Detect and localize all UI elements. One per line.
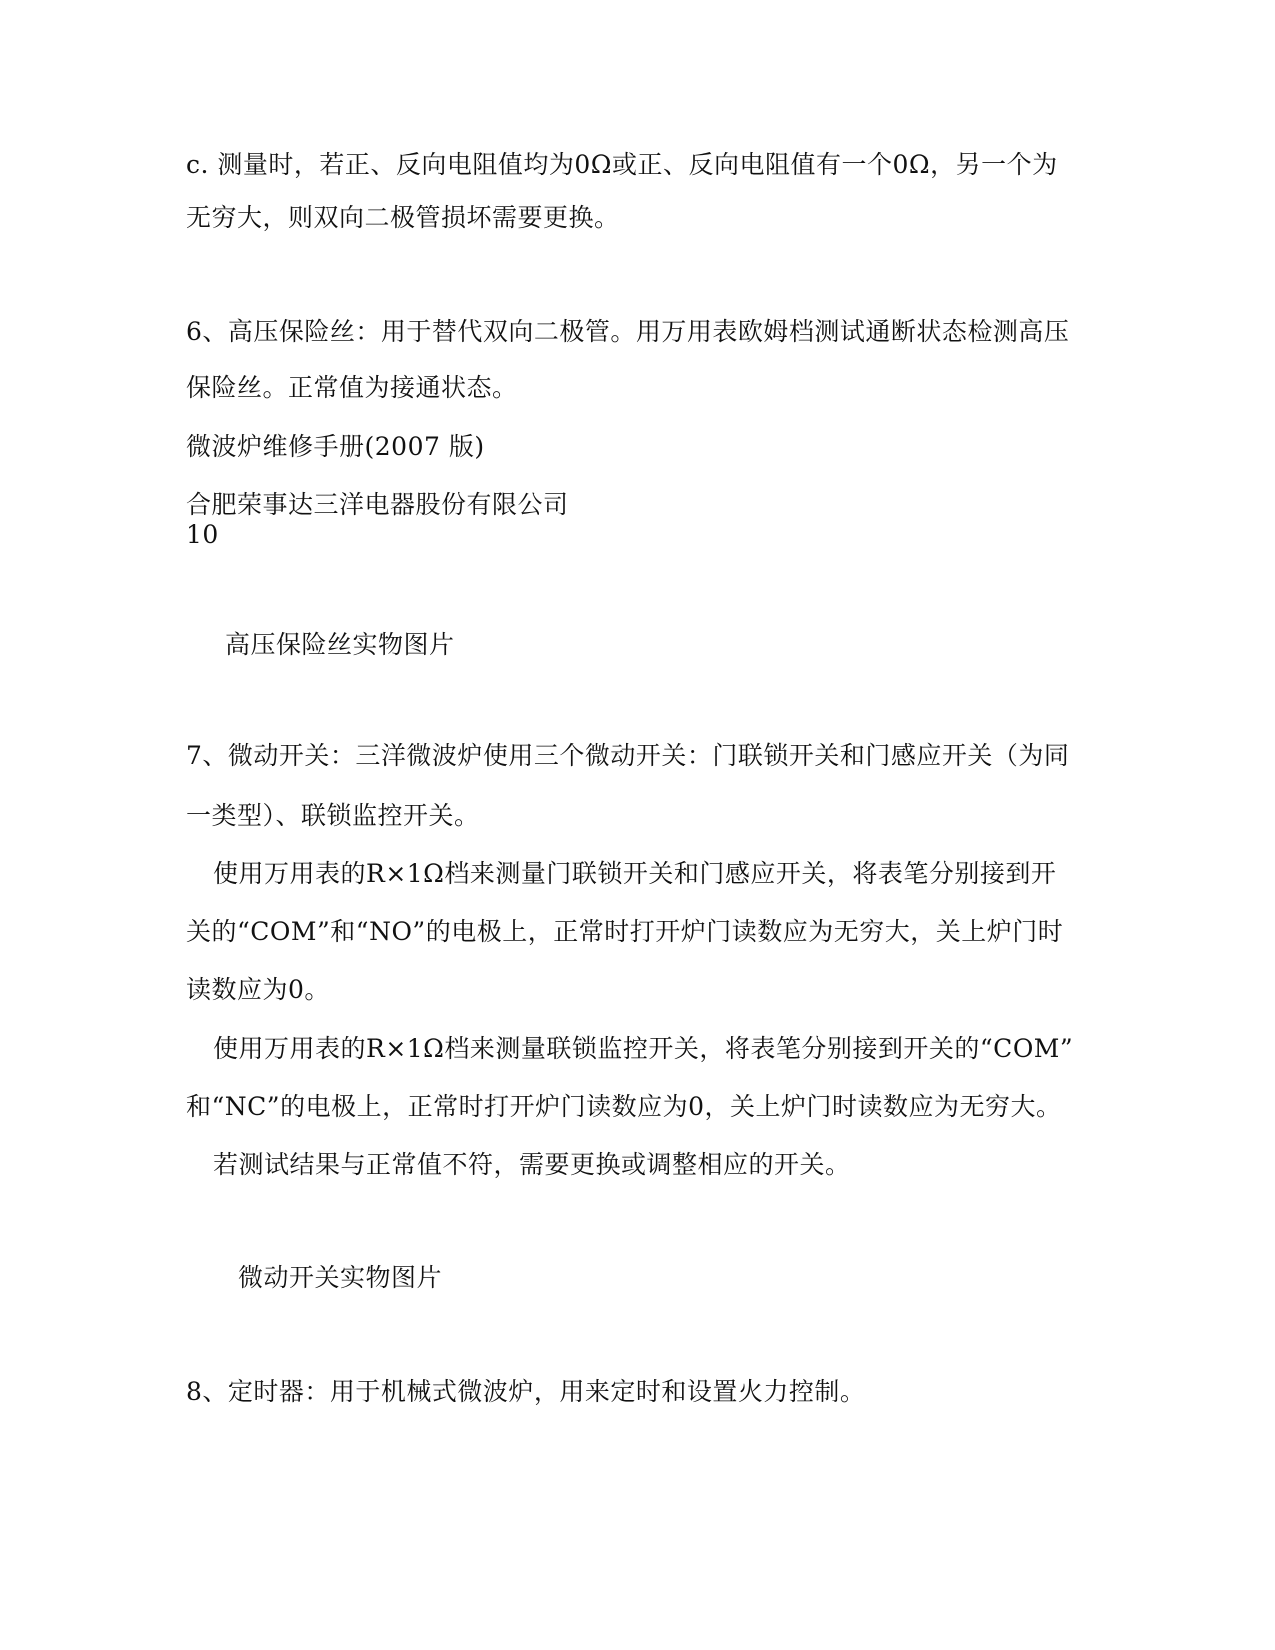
switch-test-1-line-1: 使用万用表的R×1Ω档来测量门联锁开关和门感应开关，将表笔分别接到开 [213, 859, 1057, 888]
switch-test-2-line-1: 使用万用表的R×1Ω档来测量联锁监控开关，将表笔分别接到开关的“COM” [213, 1034, 1074, 1063]
section-7-line-1: 7、微动开关：三洋微波炉使用三个微动开关：门联锁开关和门感应开关（为同 [186, 741, 1070, 770]
paragraph-c-line-1: c. 测量时，若正、反向电阻值均为0Ω或正、反向电阻值有一个0Ω，另一个为 [186, 150, 1058, 179]
section-8-line-1: 8、定时器：用于机械式微波炉，用来定时和设置火力控制。 [186, 1377, 866, 1406]
section-7-line-2: 一类型）、联锁监控开关。 [186, 801, 480, 830]
paragraph-c-line-2: 无穷大，则双向二极管损坏需要更换。 [186, 203, 620, 232]
switch-test-1-line-3: 读数应为0。 [186, 975, 330, 1004]
manual-title: 微波炉维修手册(2007 版) [186, 432, 485, 461]
microswitch-image-caption: 微动开关实物图片 [238, 1263, 443, 1292]
company-name: 合肥荣事达三洋电器股份有限公司 [186, 490, 569, 519]
switch-test-1-line-2: 关的“COM”和“NO”的电极上，正常时打开炉门读数应为无穷大，关上炉门时 [186, 917, 1064, 946]
section-6-line-1: 6、高压保险丝：用于替代双向二极管。用万用表欧姆档测试通断状态检测高压 [186, 317, 1070, 346]
fuse-image-caption: 高压保险丝实物图片 [225, 630, 455, 659]
switch-test-2-line-2: 和“NC”的电极上，正常时打开炉门读数应为0，关上炉门时读数应为无穷大。 [186, 1092, 1062, 1121]
section-6-line-2: 保险丝。正常值为接通状态。 [186, 373, 518, 402]
switch-test-note: 若测试结果与正常值不符，需要更换或调整相应的开关。 [213, 1150, 851, 1179]
page-number: 10 [186, 520, 219, 549]
